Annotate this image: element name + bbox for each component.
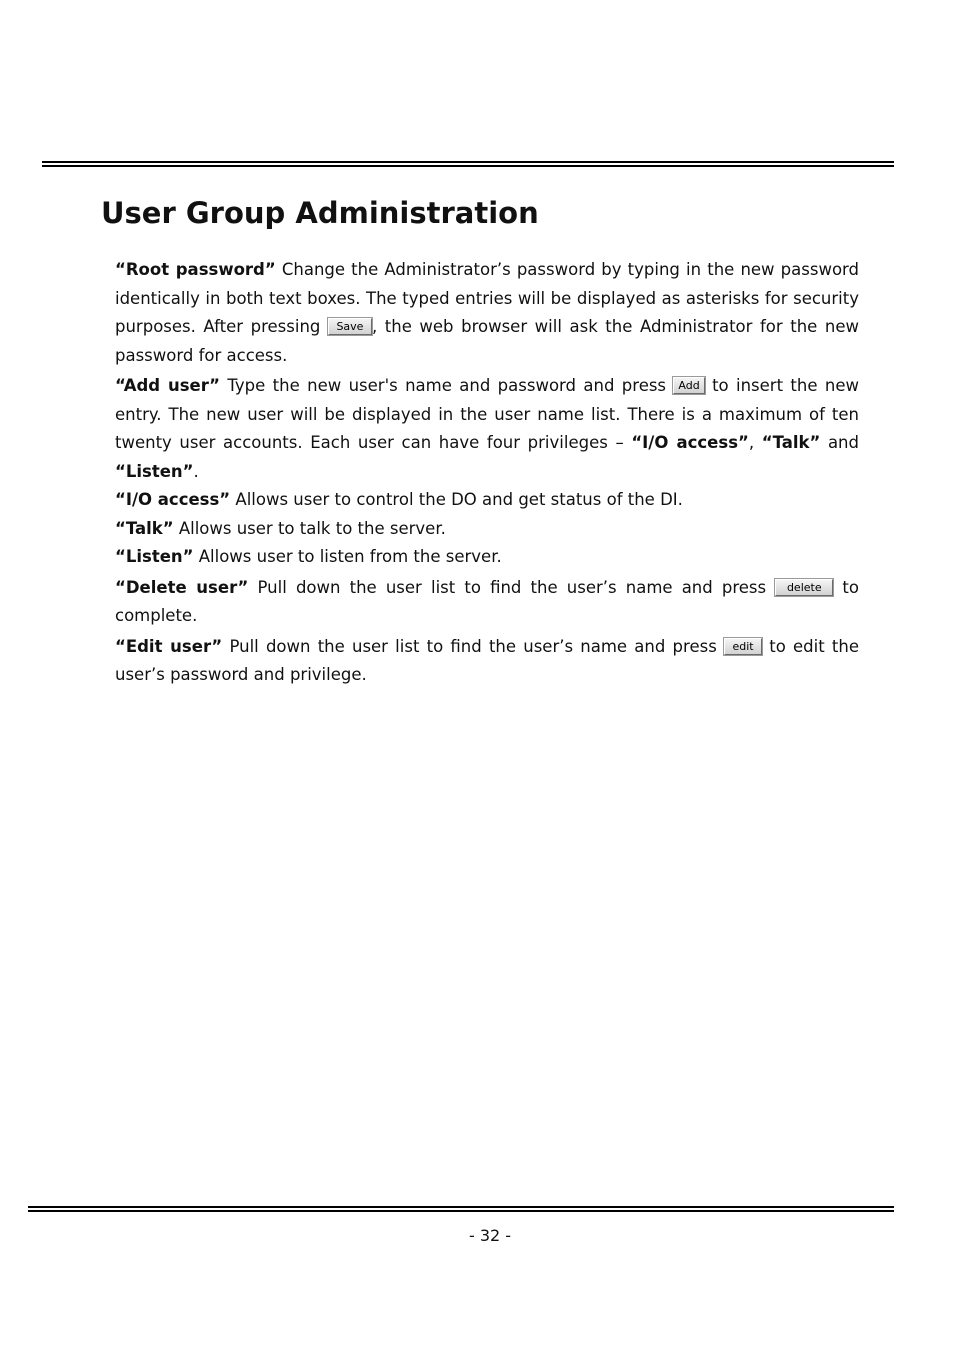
paragraph-edit-user <box>115 633 859 690</box>
term-listen: “Listen” <box>115 547 194 566</box>
privilege-separator-2: and <box>820 433 859 452</box>
privilege-listen: “Listen” <box>115 461 194 481</box>
term-delete-user: “Delete user” <box>115 577 249 597</box>
privilege-separator-1: , <box>748 433 762 452</box>
paragraph-io-access <box>115 486 859 515</box>
add-user-text-2: to insert the new entry. The new user will be displayed in the user name list. There is a maximum of ten twenty user accounts. Each user can have four privileges – <box>115 376 859 452</box>
paragraph-root-password <box>115 256 859 370</box>
paragraph-add-user <box>115 372 859 486</box>
header-rule <box>42 161 894 167</box>
paragraph-listen <box>115 543 859 572</box>
root-password-text-2: , the web browser will ask the Administrator for the new password for access. <box>115 317 859 365</box>
term-talk: “Talk” <box>115 518 174 538</box>
edit-user-text-2: to edit the user’s password and privilege. <box>115 636 859 684</box>
footer-rule <box>28 1206 894 1212</box>
page-title: User Group Administration <box>101 196 539 230</box>
page-number: - 32 - <box>468 1226 512 1245</box>
privilege-talk: “Talk” <box>761 433 821 452</box>
paragraph-delete-user <box>115 574 859 631</box>
edit-button[interactable]: edit <box>724 638 762 655</box>
delete-user-text-2: to complete. <box>115 577 859 625</box>
edit-user-text-1: Pull down the user list to find the user’s name and press <box>222 636 725 656</box>
delete-button[interactable]: delete <box>775 579 833 596</box>
io-access-text: Allows user to control the DO and get status of the DI. <box>230 490 683 509</box>
term-add-user: “Add user” <box>115 376 221 395</box>
document-body <box>115 256 859 690</box>
save-button[interactable]: Save <box>328 318 372 335</box>
term-edit-user: “Edit user” <box>115 636 223 656</box>
privilege-end: . <box>193 461 199 481</box>
delete-user-text-1: Pull down the user list to find the user’s name and press <box>248 577 776 597</box>
talk-text: Allows user to talk to the server. <box>173 518 446 538</box>
term-root-password: “Root password” <box>115 260 276 279</box>
term-io-access: “I/O access” <box>115 490 231 509</box>
root-password-text-1: Change the Administrator’s password by typing in the new password identically in both text boxes. The typed entries will be displayed as asterisks for security purposes. After pressing <box>115 260 860 336</box>
paragraph-talk <box>115 515 859 544</box>
add-button[interactable]: Add <box>673 377 704 394</box>
add-user-text-1: Type the new user's name and password and press <box>220 376 674 395</box>
listen-text: Allows user to listen from the server. <box>193 547 502 566</box>
privilege-io-access: “I/O access” <box>631 433 749 452</box>
